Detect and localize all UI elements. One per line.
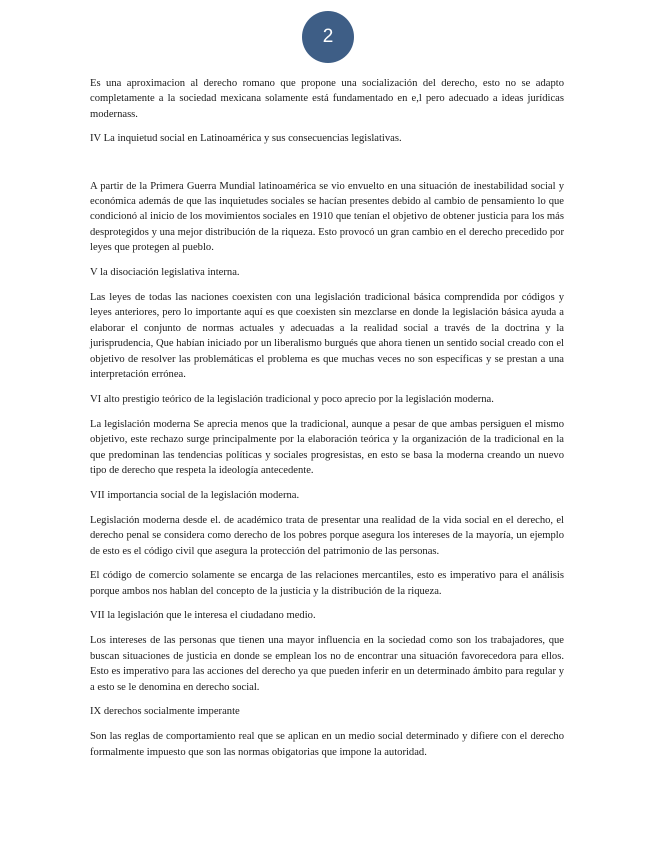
heading-section-ix: IX derechos socialmente imperante: [90, 706, 240, 717]
page-number-badge: 2: [302, 11, 354, 63]
paragraph-section-vii-a: Legislación moderna desde el. de académico trata de presentar una realidad de la vida social en el derecho, el derecho penal se considera como derecho de los pobres porque asegura los intereses de la mayoría, un ejemplo de esto es el código civil que asegura la protección del patrimonio de las personas.: [90, 514, 564, 557]
paragraph-intro: Es una aproximacion al derecho romano que propone una socialización del derecho, esto no se adapto completamente a la sociedad mexicana solamente está fundamentado en e,l pero adecuado a ideas jurídicas modernass.: [90, 78, 564, 120]
document-body: [90, 76, 564, 769]
paragraph-section-viii: Los intereses de las personas que tienen una mayor influencia en la sociedad como son los trabajadores, que buscan situaciones de justicia en donde se emplean los no de encontrar una situación favorecedora para ellos. Esto es imperativo para las acciones del derecho ya que pueden inferir en un determinado ámbito para regular y a esto se le denomina en derecho social.: [90, 635, 564, 693]
paragraph-section-vii-b: El código de comercio solamente se encarga de las relaciones mercantiles, esto es imperativo para el análisis porque ambos nos hablan del concepto de la justicia y la distribución de la riqueza.: [90, 570, 564, 597]
paragraph-section-ix: Son las reglas de comportamiento real que se aplican en un medio social determinado y difiere con el derecho formalmente impuesto que son las normas obigatorias que impone la autoridad.: [90, 731, 564, 758]
heading-section-viii: VII la legislación que le interesa el ciudadano medio.: [90, 609, 316, 621]
paragraph-section-vi: La legislación moderna Se aprecia menos que la tradicional, aunque a pesar de que ambas persiguen el mismo objetivo, este rechazo surge principalmente por la elaboración teórica y la organización de la tradicional en la que predominan las tendencias políticas y sociales progresistas, en esto se basa la moderna creando un nuevo tipo de derecho que respeta la ideología antecedente.: [90, 418, 564, 477]
paragraph-section-iv: A partir de la Primera Guerra Mundial latinoamérica se vio envuelto en una situación de inestabilidad social y económica además de que las inquietudes sociales se hacían presentes debido al cambio de pensamiento lo que condicionó al inicio de los movimientos sociales en 1910 que tenían el objetivo de obtener justicia para los más desprotegidos y una mejor distribución de la riqueza. Esto provocó un gran cambio en el derecho precedido por leyes que protegen al pueblo.: [90, 180, 564, 254]
heading-section-v: V la disociación legislativa interna.: [90, 266, 240, 278]
heading-section-vi: VI alto prestigio teórico de la legislación tradicional y poco aprecio por la legislación moderna.: [90, 393, 494, 405]
blank-space: [90, 157, 564, 179]
paragraph-section-v: Las leyes de todas las naciones coexisten con una legislación tradicional básica comprendida por códigos y leyes anteriores, pero lo importante aquí es que coexisten sin mezclarse en donde la legislación básica ayuda a elaborar el conjunto de normas actuales y adecuadas a la realidad social a través de la doctrina y la jurisprudencia, Que habían iniciado por un liberalismo burgués que ahora tienen un sentido social creado con el objetivo de resolver las problemáticas el problema es que muchas veces no son específicas y se prestan a una interpretación errónea.: [90, 292, 564, 381]
heading-section-iv: IV La inquietud social en Latinoamérica y sus consecuencias legislativas.: [90, 133, 402, 145]
heading-section-vii: VII importancia social de la legislación moderna.: [90, 489, 300, 501]
